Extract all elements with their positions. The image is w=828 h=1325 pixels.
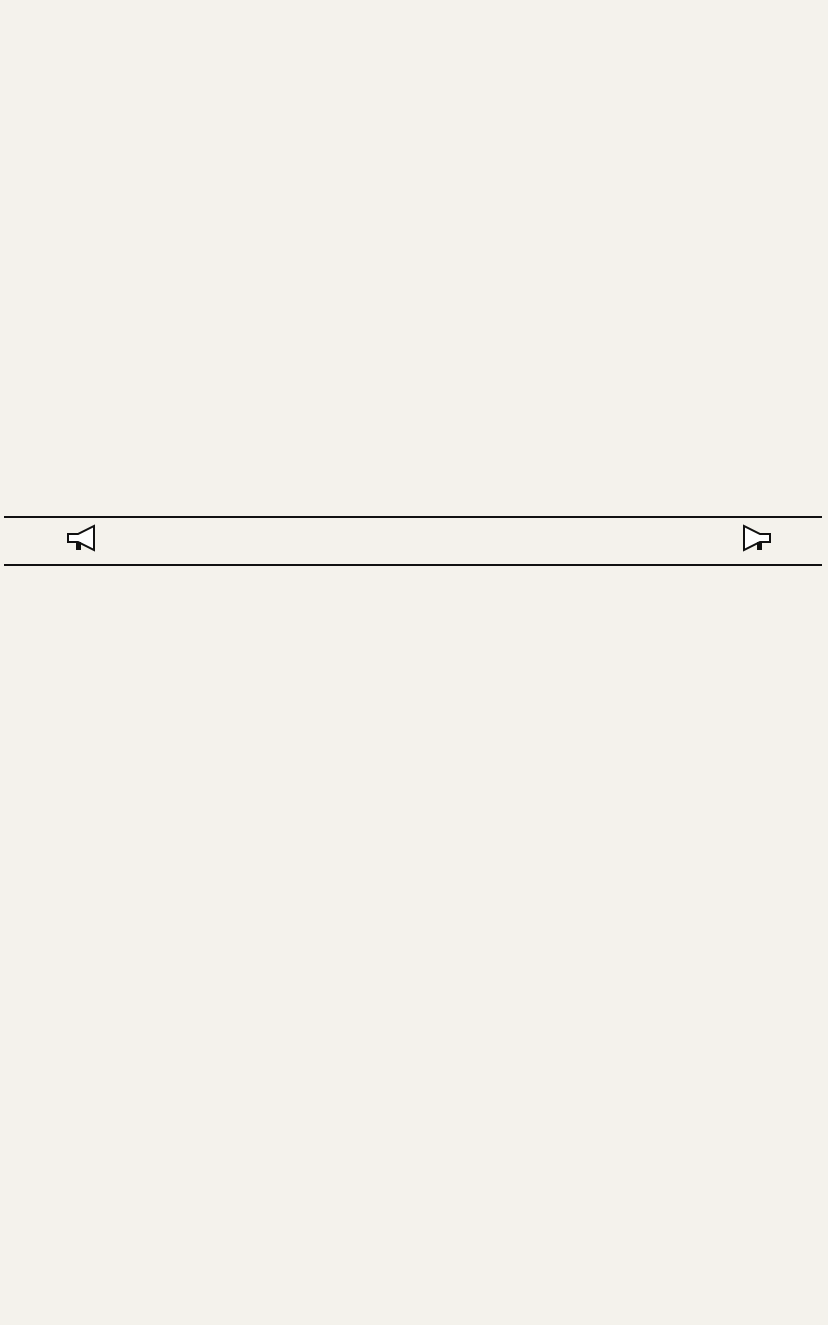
masthead xyxy=(6,2,822,14)
megaphone-icon xyxy=(64,524,104,552)
help-wanted-section xyxy=(4,14,824,514)
service-guide-section xyxy=(4,566,824,1321)
megaphone-icon xyxy=(734,524,774,552)
home-service-guide-banner xyxy=(4,516,822,566)
